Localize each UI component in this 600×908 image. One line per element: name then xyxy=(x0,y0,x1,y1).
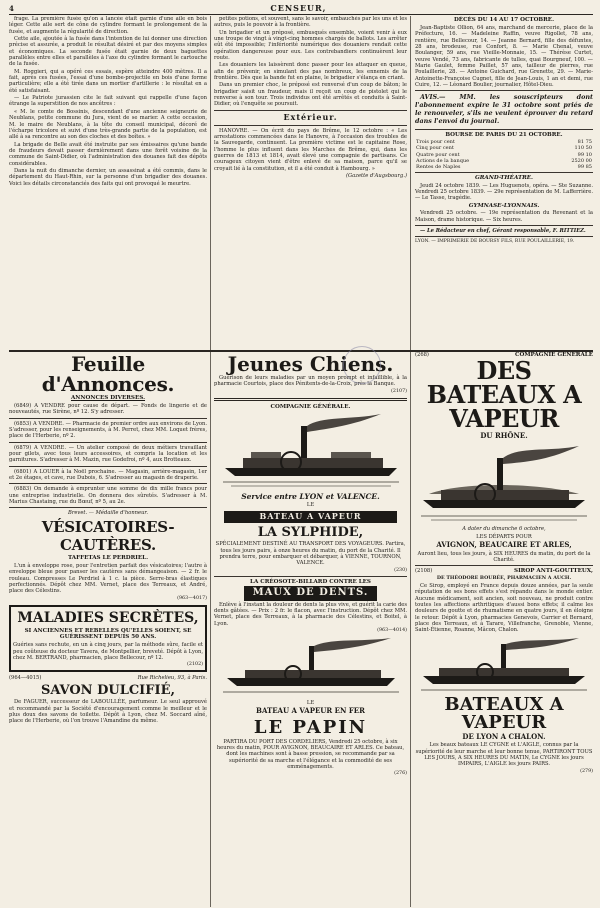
ad-reference: (2102) xyxy=(187,662,203,668)
grand-theatre-program: Jeudi 24 octobre 1839. — Les Huguenots, opéra. — Ste Suzanne. Vendredi 25 octobre 1839. — 29e représentation de M. Lafferrière. — Le Tasse, tragédie. xyxy=(415,182,593,202)
bourse-table xyxy=(415,139,593,169)
creosote-text: Enlève à l'instant la douleur de dents la plus vive, et guérit la carie des dents gâtées. — Prix : 2 fr. le flacon, avec l'instruction. Dépôt chez MM. Vernet, place des Terreaux, à la pharmacie des Célestins, et Boitel, à Lyon. xyxy=(214,601,407,627)
divider xyxy=(415,90,593,91)
gymnase-program: Vendredi 25 octobre. — 19e représentation du Revenant et la Maison, drame historique. — Six heures. xyxy=(415,210,593,223)
sylphide-title: LA SYLPHIDE, xyxy=(257,524,364,540)
bourse-value: 2520 00 xyxy=(571,157,592,164)
annonces-section xyxy=(9,350,593,907)
news-paragraph: Un brigadier et un préposé, embusqués ensemble, voient venir à eux une troupe de vingt à vingt-cinq hommes chargés de ballots. Les arrêter eût été impossible; l'infériorité numérique des douaniers rendait cette opération dangereuse pour eux. Les contrebandiers continuèrent leur route. xyxy=(214,29,407,62)
steamboat-illustration xyxy=(419,636,589,694)
news-paragraph: « M. le comte de Bossinis, descendant d'une ancienne seigneurie de Neublans, petite commune du Jura, vient de se marier. A cette occasion, M. le maire de Neublans, à la tête du conseil municipal, décoré de l'écharpe tricolore et suivi d'une très-grande partie de la population, est allé à sa rencontre au son des cloches et des boîtes. » xyxy=(9,108,207,141)
annonces-subtitle: ANNONCES DIVERSES. xyxy=(70,395,146,401)
ad-reference: (276) xyxy=(394,771,407,777)
news-paragraph: La brigade de Belle avait été instruite par ses émissaires qu'une bande de fraudeurs devait passer dernièrement dans une forêt voisine de la commune de Saint-Didier, où l'administration des douanes fait des dépôts considérables. xyxy=(9,141,207,167)
divider xyxy=(9,483,207,484)
savon-text: De FAGUER, successeur de LABOULLÉE, parfumeur. Le seul approuvé et recommandé par la Société d'encouragement comme le meilleur et le plus doux des savons de toilette. Dépôt à Lyon, chez M. Soccard aîné, place de l'Herberie, où l'on trouve l'Amandine du même. xyxy=(9,699,207,725)
maladies-subtitle: SI ANCIENNES ET REBELLES QU'ELLES SOIENT, SE GUÉRISSENT DEPUIS 50 ANS. xyxy=(24,627,192,641)
bateaux-chalon-text: Les beaux bateaux LE CYGNE et L'AIGLE, connus par la supériorité de leur marche et leur bonne tenue, PARTIRONT TOUS LES JOURS, A SIX HEURES DU MATIN, Le CYGNE les jours IMPAIRS, L'AIGLE les jours PAIRS. xyxy=(415,742,593,768)
service-line: Service entre LYON et VALENCE. xyxy=(241,492,380,502)
sylphide-text: SPÉCIALEMENT DESTINÉ AU TRANSPORT DES VOYAGEURS. Partira, tous les jours pairs, à onze heures du matin, du port de la Charité. Il prendra terre, pour embarquer et débarquer, à VIENNE, TOURNON, VALENCE. xyxy=(215,541,406,567)
masthead xyxy=(9,4,593,15)
classified-ad: (6849) A VENDRE pour cause de départ. — Fonds de lingerie et de nouveautés, rue Sirène, nº 12. S'y adresser. xyxy=(9,402,207,416)
bateaux-chalon-subtitle: DE LYON A CHALON. xyxy=(462,731,546,741)
divider xyxy=(214,398,407,401)
bourse-label: Quatre pour cent xyxy=(416,151,460,158)
news-paragraph: Les douaniers les laissèrent donc passer pour les attaquer en queue, afin de prévenir, en simulant des pas nombreux, les ennemis de la frontière. Dès que la bande fut en plaine, le brigadier s'élança en criant. xyxy=(214,62,407,82)
table-row xyxy=(415,164,593,170)
divider xyxy=(415,172,593,173)
news-column-2 xyxy=(211,16,411,350)
divider xyxy=(9,466,207,467)
papin-banner: BATEAU A VAPEUR EN FER xyxy=(256,706,365,716)
library-stamp xyxy=(343,346,381,384)
vesicatoires-text: L'un à enveloppe rose, pour l'entretien parfait des vésicatoires; l'autre à enveloppe bleue pour panser les cautères sans démangeaison. — 2 fr. le rouleau. Compresses Le Perdriel à 1 c. la pièce. Serre-bras élastiques perfectionnés. Dépôt chez MM. Vernet, place des Terreaux, et André, place des Célestins. xyxy=(9,563,207,595)
savon-address: Rue Richelieu, 93, à Paris. xyxy=(137,675,207,682)
annonces-column-3 xyxy=(411,352,593,907)
gymnase-title: GYMNASE-LYONNAIS. xyxy=(468,202,540,209)
maladies-title: MALADIES SECRÈTES, xyxy=(17,609,199,626)
ad-reference: (230) xyxy=(394,567,407,573)
jeunes-chiens-title: Jeunes Chiens. xyxy=(227,352,394,376)
bourse-label: Actions de la banque xyxy=(416,157,470,164)
company-title: COMPAGNIE GÉNÉRALE. xyxy=(270,403,351,410)
news-source: (Gazette d'Augsbourg.) xyxy=(345,172,407,179)
divider xyxy=(214,576,407,577)
bateaux-depart: A dater du dimanche 6 octobre, xyxy=(462,526,546,533)
le-label: LE xyxy=(306,502,315,509)
ad-reference: (963—4017) xyxy=(177,595,207,601)
classified-ad: (6879) A VENDRE. — Un atelier composé de deux métiers travaillant pour gilets, avec tous leurs accessoires, et compris la location et les garnitures. S'adresser à M. Mazin, rue Godefroi, nº 4, aux Brotteaux. xyxy=(9,444,207,464)
sirop-subtitle: DE THÉODORE BOUBÉE, PHARMACIEN A AUCH. xyxy=(436,575,572,582)
avis-notice: AVIS.— MM. les souscripteurs dont l'abonnement expire le 31 octobre sont priés de le renouveler, s'ils ne veulent éprouver du retard dans l'envoi du journal. xyxy=(415,93,593,125)
divider xyxy=(9,507,207,508)
ad-reference: (964—4015) xyxy=(9,675,42,682)
savon-header xyxy=(9,675,207,681)
steamboat-illustration xyxy=(419,442,589,524)
bourse-label: Trois pour cent xyxy=(416,139,455,146)
divider xyxy=(214,110,407,111)
bourse-title: BOURSE DE PARIS DU 21 OCTOBRE. xyxy=(445,131,563,138)
divider xyxy=(9,418,207,419)
creosote-title: LA CRÉOSOTE-BILLARD CONTRE LES xyxy=(250,578,371,585)
bateaux-horaire: Auront lieu, tous les jours, à SIX HEURES du matin, du port de la Charité. xyxy=(417,550,591,563)
divider xyxy=(415,129,593,130)
bourse-value: 99 85 xyxy=(577,163,592,170)
ad-reference: (268) xyxy=(415,352,429,358)
divider xyxy=(214,125,407,126)
brevet-line: Brevet. — Médaille d'honneur. xyxy=(68,510,148,517)
news-column-1 xyxy=(9,16,211,350)
bourse-value: 110 50 xyxy=(574,145,592,152)
grand-theatre-title: GRAND-THÉATRE. xyxy=(475,174,533,181)
sirop-text: Ce Sirop, employé en France depuis douze années, par la seule réputation de ses bons effets s'est répandu dans le monde entier. Aucune médicament, soit ancien, soit nouveau, ne produit contre toutes les affections arthritiques d'aussi bons effets; il calme les douleurs de goutte et de rhumatisme en quatre jours, il en éloigne le retour. Dépôt à Lyon, pharmacies Genevois, Carrier et Bernard, place des Terreaux, et à Tarare, Villefranche, Grenoble, Vienne, Saint-Étienne, Roanne, Mâcon, Chalon. xyxy=(415,582,593,634)
news-paragraph: — Le Patriote jurassien cite le fait suivant qui rappelle d'une façon étrange la superstition de nos ancêtres : xyxy=(9,95,207,108)
redacteur-line: — Le Rédacteur en chef, Gérant responsable, F. RITTIEZ. xyxy=(420,228,586,235)
ad-reference: (2107) xyxy=(391,388,407,394)
news-paragraph: HANOVRE. — On écrit du pays de Brême, le 12 octobre : « Les arrestations commencées dans le Hanovre, à l'occasion des troubles de la Sauvegarde, continuent. La première victime est le capitaine Rose, l'homme le plus influent dans les Marches de Brême, qui, dans les guerres de 1813 et 1814, avait élevé une compagnie de partisans. Ce courageux citoyen vient d'être enlevé de sa maison, parce qu'il se croyait lié à la constitution, et il a été conduit à Hambourg. » xyxy=(214,127,407,172)
savon-title: SAVON DULCIFIÉ, xyxy=(40,682,176,698)
steamboat-illustration xyxy=(221,412,401,490)
bateaux-departs-pour: LES DÉPARTS POUR xyxy=(476,533,532,540)
newspaper-title: CENSEUR, xyxy=(270,3,327,13)
feuille-title: Feuille d'Annonces. xyxy=(41,352,175,396)
deces-title: DÉCÈS DU 14 AU 17 OCTOBRE. xyxy=(453,17,555,23)
steamboat-illustration xyxy=(221,636,401,698)
company-title: COMPAGNIE GÉNÉRALE xyxy=(515,352,593,358)
divider xyxy=(415,225,593,226)
vesicatoires-subtitle: TAFFETAS LE PERDRIEL. xyxy=(67,555,149,562)
imprimerie-line: LYON. — IMPRIMERIE DE BOURSY FILS, RUE POULAILLERIE, 19. xyxy=(415,239,575,245)
news-section xyxy=(9,16,593,350)
bourse-label: Cinq pour cent xyxy=(416,145,454,152)
bateaux-subtitle: DU RHÔNE. xyxy=(480,430,528,440)
news-paragraph: petites potions, et souvent, sans le savoir, embauchés par les uns et les autres, puis le pouvoir à la frontière. xyxy=(214,16,407,29)
divider xyxy=(415,565,593,566)
bateau-banner: BATEAU A VAPEUR xyxy=(224,511,397,523)
ad-reference: (2108) xyxy=(415,568,433,575)
deces-list: Jean-Baptiste Ollion, 64 ans, marchand de mercerie, place de la Préfecture, 16. — Madeleine Raffin, veuve Rigollet, 78 ans, rentière, rue Bellecour, 14. — Jeanne Bernard, fille des défuntes, 28 ans, brodeuse, rue Confort, 8. — Marie Chenal, veuve Boulanger, 59 ans, rue Vieille-Monnaie, 15. — Thérèse Curtet, veuve Vendé, 73 ans, fabricante de tulles, quai Bourgneuf, 100. — Marie Gaulet, femme Paillet, 57 ans, tailleur de pierres, rue Poulaillerie, 28. — Antoine Guichard, rue Grenette, 29. — Marie-Antoinette-Françoise Cugnet, fille de Jean-Louis, 1 an et demi, rue Cuire, 12. — Léonard Boulier, journalier, Hôtel-Dieu. xyxy=(415,24,593,88)
news-paragraph: Dans la nuit du dimanche dernier, un assassinat a été commis, dans le département du Haut-Rhin, sur la personne d'un brigadier des douanes. Voici les détails circonstanciés des faits qui ont provoqué le meurtre. xyxy=(9,167,207,187)
papin-title: LE PAPIN xyxy=(253,716,368,738)
news-paragraph: M. Roggieri, qui a opéré ces essais, espère atteindre 400 mètres. Il a fait, après ces fusées, l'essai d'une bombe-projectile en bois d'une forme particulière; elle a été tirée dans un mortier d'artillerie : le résultat en a été satisfaisant. xyxy=(9,68,207,94)
news-column-3 xyxy=(411,16,593,350)
bourse-value: 99 10 xyxy=(577,151,592,158)
news-paragraph: frage. La première fusée qu'on a lancée était garnie d'une aile en bois léger. Cette aile sert de cône de cylindre formant le prolongement de la fusée, et augmente la régularité de direction. xyxy=(9,16,207,35)
ad-reference: (963—4014) xyxy=(377,628,407,634)
page-number: 4 xyxy=(9,4,14,13)
bourse-value: 81 75 xyxy=(577,139,592,146)
news-paragraph: Dans un premier choc, le préposé est renversé d'un coup de bâton; le brigadier saisit un fraudeur, mais il reçoit un coup de pistolet qui le renverse à son tour. Trois individus ont été arrêtés et conduits à Saint-Didier, où l'enquête se poursuit. xyxy=(214,82,407,108)
section-title-exterieur: Extérieur. xyxy=(283,111,338,122)
sirop-title: SIROP ANTI-GOUTTEUX, xyxy=(514,568,593,575)
classified-ad: (6801) A LOUER à la Noël prochaine. — Magasin, arrière-magasin, 1er et 2e étages, et cave, rue Dubois, 6. S'adresser au magasin de draperie. xyxy=(9,468,207,481)
bateaux-chalon-title: BATEAUX A VAPEUR xyxy=(444,693,564,733)
papin-text: PARTIRA DU PORT DES CORDELIERS, Vendredi 25 octobre, à six heures du matin, POUR AVIGNON, BEAUCAIRE ET ARLES. Ce bateau, dont les machines sont à basse pression, se recommande par sa supériorité de sa marche et l'élégance et la commodité de ses emménagements. xyxy=(216,738,405,771)
divider xyxy=(415,236,593,237)
classified-ad: (6883) On demande à emprunter une somme de dix mille francs pour une entreprise industrielle. On donnera des sûretés. S'adresser à M. Marius Chastaing, rue du Bœuf, nº 5, au 2e. xyxy=(9,486,207,505)
annonces-column-1 xyxy=(9,352,211,907)
maladies-ad-box xyxy=(9,605,207,673)
bourse-label: Rentes de Naples xyxy=(416,163,461,170)
vesicatoires-title: VÉSICATOIRES-CAUTÈRES. xyxy=(41,517,175,554)
jeunes-chiens-text: Guérison de leurs maladies par un moyen prompt et infaillible, à la pharmacie Courtois, place des Pénitents-de-la-Croix, près la Banque. xyxy=(214,375,407,388)
maladies-text: Guéries sans rechute, en un à cinq jours, par la méthode sûre, facile et peu coûteuse du docteur Tavera, de Montpellier, breveté. Dépôt à Lyon, chez M. BERTRAND, pharmacien, place Bellecour, nº 12. xyxy=(13,642,203,661)
maux-de-dents-title: MAUX DE DENTS. xyxy=(244,586,377,600)
le-label: LE xyxy=(306,699,315,706)
bateaux-title: DES BATEAUX A VAPEUR xyxy=(426,355,582,433)
ad-reference: (279) xyxy=(580,768,593,774)
classified-ad: (6853) A VENDRE. — Pharmacie de premier ordre aux environs de Lyon. S'adresser, pour les renseignements, à M. Perret, chez MM. Loquet frères, place de l'Herberie, nº 2. xyxy=(9,420,207,440)
news-paragraph: Cette aile, ajoutée à la fusée dans l'intention de lui donner une direction précise et assurée, a produit le résultat désiré et par des moyens simples et économiques. La seconde fusée était garnie de deux baguettes parallèles entre elles et parallèles à l'axe du cylindre formant le cartouche de la fusée. xyxy=(9,36,207,68)
divider xyxy=(9,442,207,443)
bateaux-destination: AVIGNON, BEAUCAIRE ET ARLES, xyxy=(436,540,572,550)
annonces-column-2 xyxy=(211,352,411,907)
